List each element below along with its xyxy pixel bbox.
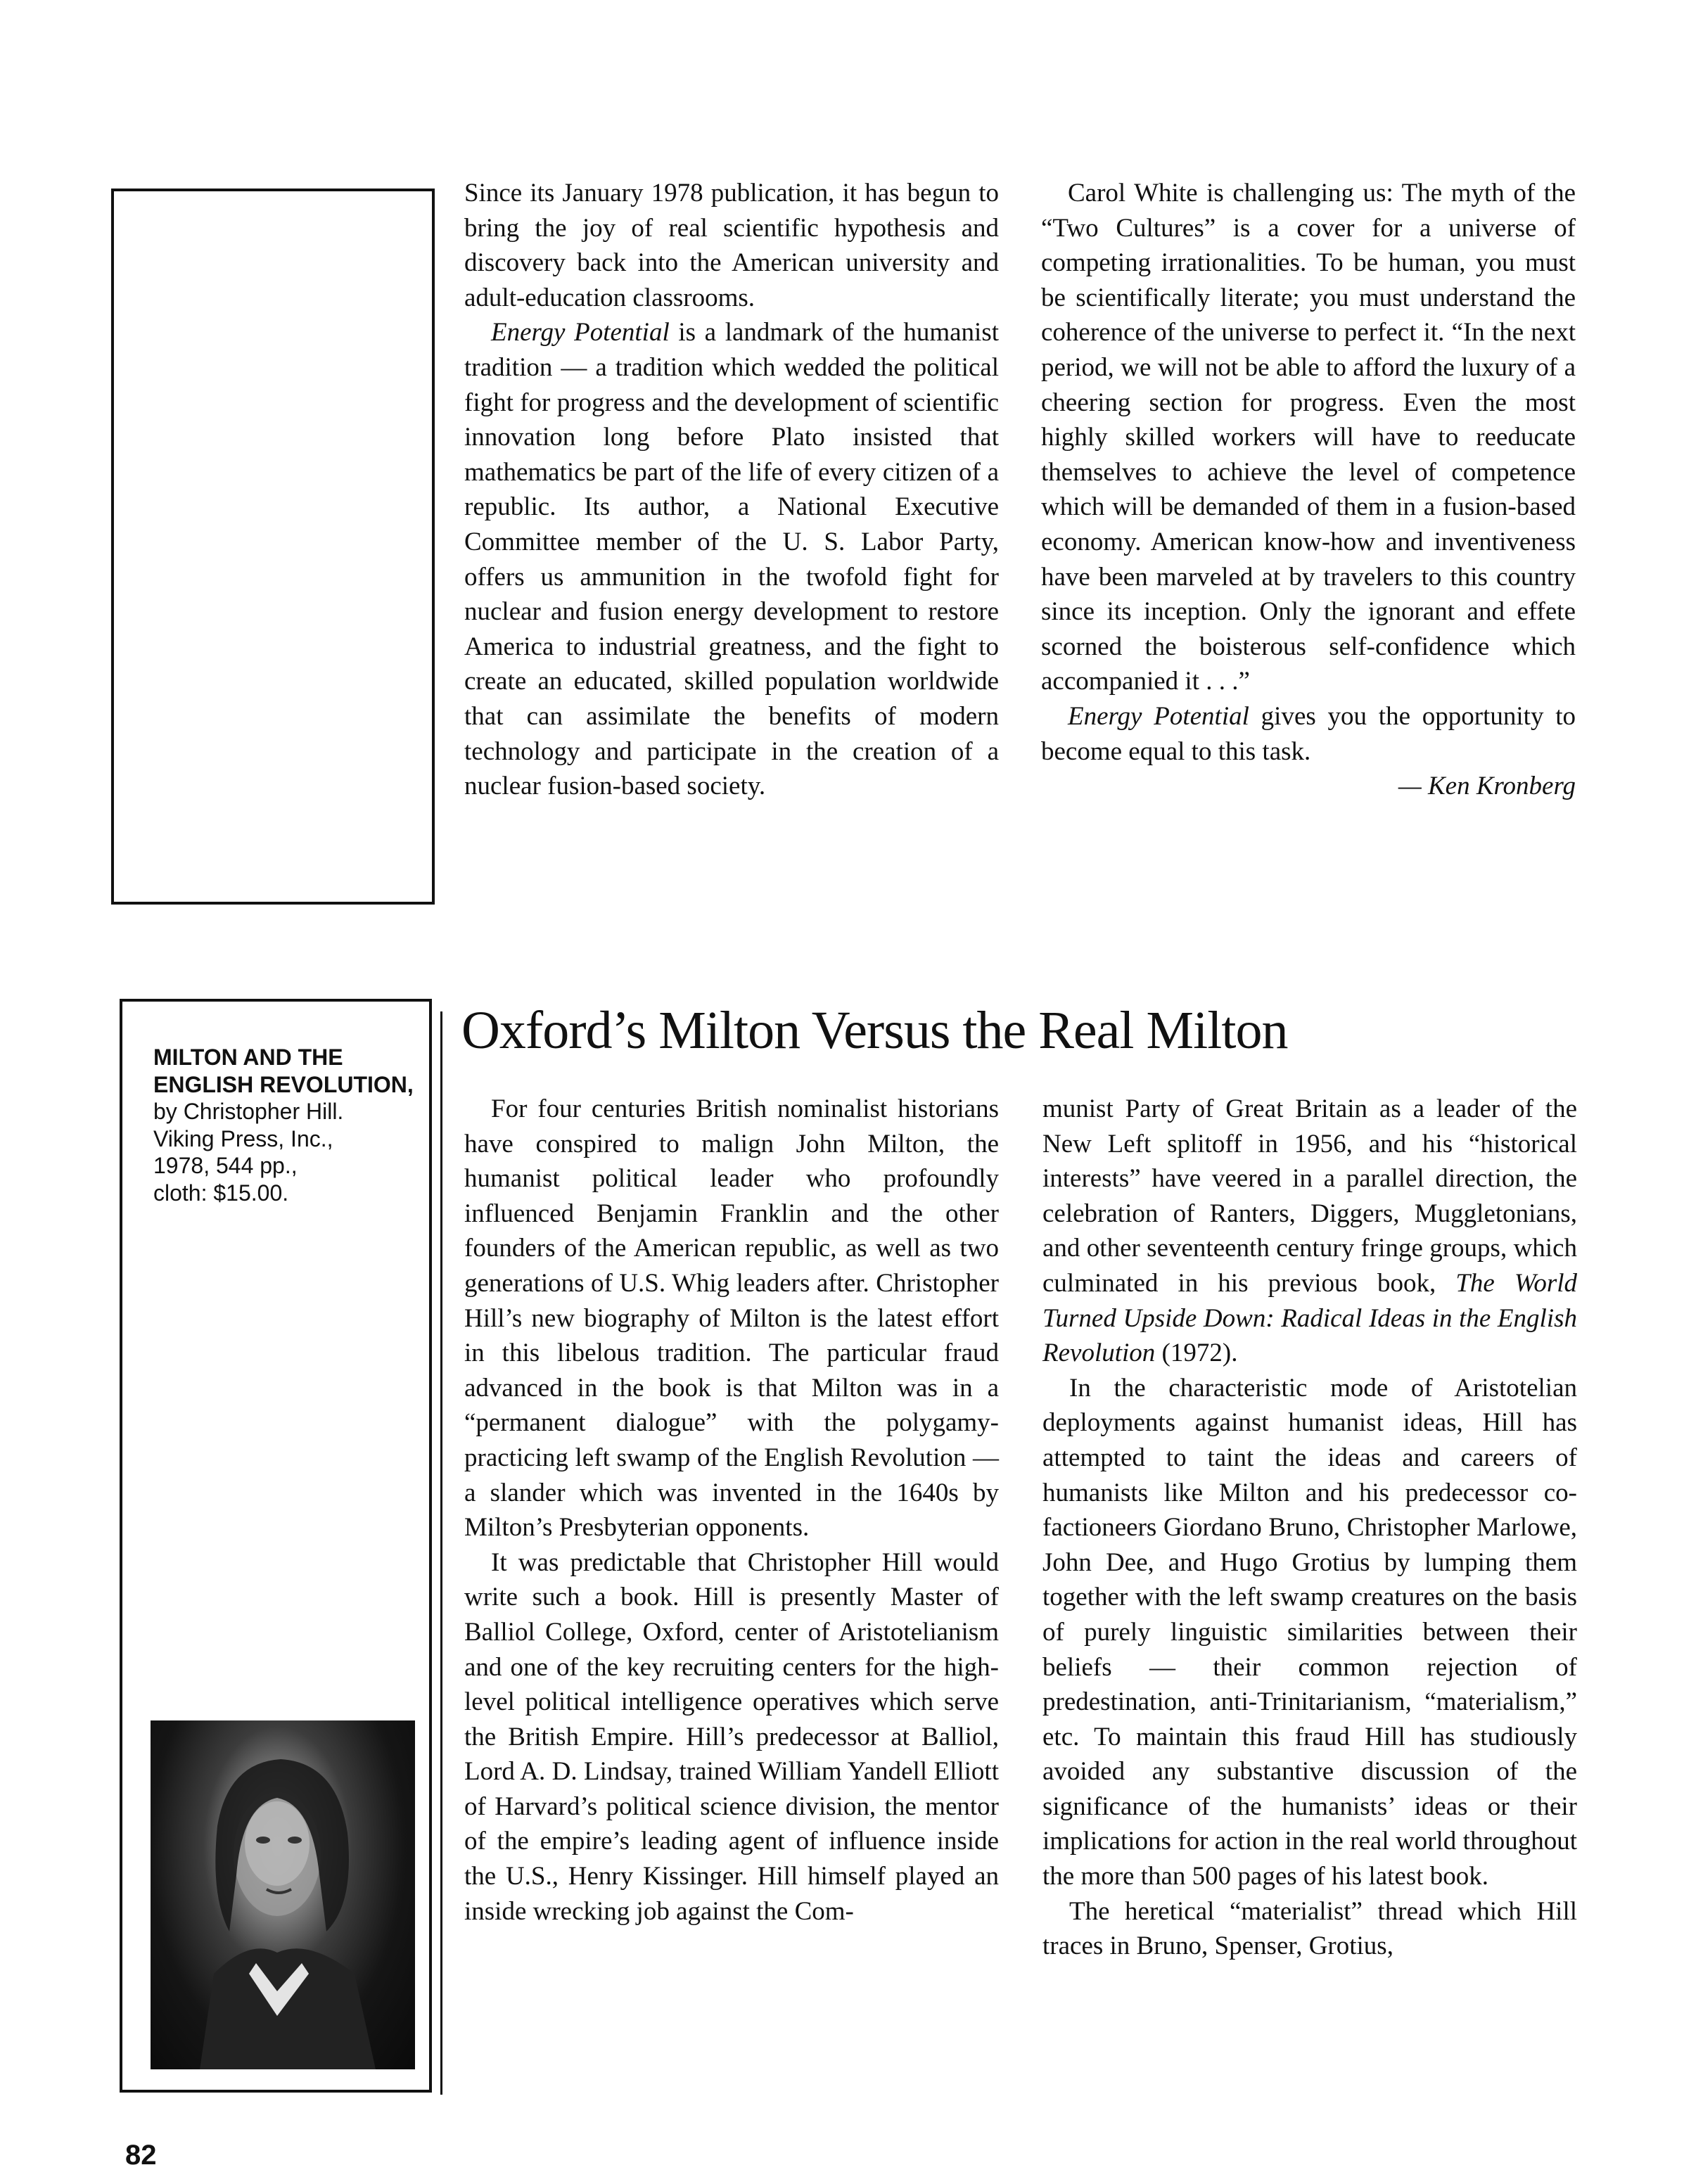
author-signature: — Ken Kronberg [1398,772,1576,801]
paragraph [464,315,999,803]
top-article-left-column [464,176,999,804]
book-title: MILTON AND THE ENGLISH REVOLUTION, [153,1045,414,1097]
paragraph: It was predictable that Christopher Hill would write such a book. Hill is presently Master of Balliol College, Oxford, center of Aristotelianism and one of the key recruiting centers for the high-level political intelligence operatives which serve the British Empire. Hill’s predecessor at Balliol, Lord A. D. Lindsay, trained William Yandell Elliott of Harvard’s political science division, the mentor of the empire’s leading agent of influence inside the U.S., Henry Kissinger. Hill himself played an inside wrecking job against the Com- [464,1547,999,1926]
image-placeholder-box [111,189,435,905]
paragraph: Since its January 1978 publication, it has begun to bring the joy of real scientific hypothesis and discovery back into the American university and adult-education classrooms. [464,179,999,312]
book-info-box [120,999,432,2093]
paragraph: In the characteristic mode of Aristotelian deployments against humanist ideas, Hill has attempted to taint the ideas and careers of humanists like Milton and his predecessor co-factioneers Giordano Bruno, Christopher Marlowe, John Dee, and Hugo Grotius by lumping them together with the left swamp creatures on the basis of purely linguistic similarities between their beliefs — their common rejection of predestination, anti-Trinitarianism, “materialism,” etc. To maintain this fraud Hill has studiously avoided any substantive discussion of the significance of the humanists’ ideas or their implications for action in the real world throughout the more than 500 pages of his latest book. [1042,1373,1577,1891]
review-left-column [464,1092,999,1929]
milton-portrait-image [151,1720,415,2069]
paragraph-text: is a landmark of the humanist tradition — a tradition which wedded the political fight for progress and the development of scientific innovation long before Plato insisted that mathematics be part of the life of every citizen of a republic. Its author, a National Executive Committee member of the U. S. Labor Party, offers us ammunition in the twofold fight for nuclear and fusion energy development to restore America to industrial greatness, and the fight to create an educated, skilled population worldwide that can assimilate the benefits of modern technology and participate in the creation of a nuclear fusion-based society. [464,318,999,801]
book-publisher: Viking Press, Inc., [153,1125,333,1151]
book-title-inline: The World Turned Upside Down: Radical Ideas in the English Revolution [1042,1268,1577,1368]
paragraph-text: (1972). [1161,1339,1238,1368]
paragraph [1041,699,1576,769]
paragraph: Carol White is challenging us: The myth of the “Two Cultures” is a cover for a universe of competing irrationalities. To be human, you must be scientifically literate; you must understand the coherence of the universe to perfect it. “In the next period, we will not be able to afford the luxury of a cheering section for progress. Even the most highly skilled workers will have to reeducate themselves to achieve the level of competence which will be demanded of them in a fusion-based economy. American know-how and inventiveness have been marveled at by travelers to this country since its inception. Only the ignorant and effete scorned the boisterous self-confidence which accompanied it . . .” [1041,179,1576,696]
paragraph-text: munist Party of Great Britain as a leader of the New Left splitoff in 1956, and his “historical interests” have veered in a parallel direction, the celebration of Ranters, Diggers, Muggletonians, and other seventeenth century fringe groups, which culminated in his previous book, [1042,1094,1577,1298]
page-number: 82 [125,2140,157,2171]
book-year-pages: 1978, 544 pp., [153,1153,298,1178]
top-article-right-column [1041,176,1576,804]
book-title-inline: Energy Potential [491,318,670,347]
book-title-inline: Energy Potential [1068,701,1249,731]
paragraph-text: gives you the opportunity to become equal to this task. [1041,701,1576,766]
paragraph [1042,1092,1577,1371]
vertical-rule [440,1011,442,2095]
book-info [153,1044,421,1206]
paragraph: For four centuries British nominalist historians have conspired to malign John Milton, the humanist political leader who profoundly influenced Benjamin Franklin and the other founders of the American republic, as well as two generations of U.S. Whig leaders after. Christopher Hill’s new biography of Milton is the latest effort in this libelous tradition. The particular fraud advanced in the book is that Milton was in a “permanent dialogue” with the polygamy-practicing left swamp of the English Revolution — a slander which was invented in the 1640s by Milton’s Presbyterian opponents. [464,1094,999,1543]
review-headline: Oxford’s Milton Versus the Real Milton [461,1001,1288,1060]
review-right-column [1042,1092,1577,1964]
paragraph: The heretical “materialist” thread which Hill traces in Bruno, Spenser, Grotius, [1042,1896,1577,1961]
book-price: cloth: $15.00. [153,1180,289,1206]
book-author: by Christopher Hill. [153,1099,344,1124]
